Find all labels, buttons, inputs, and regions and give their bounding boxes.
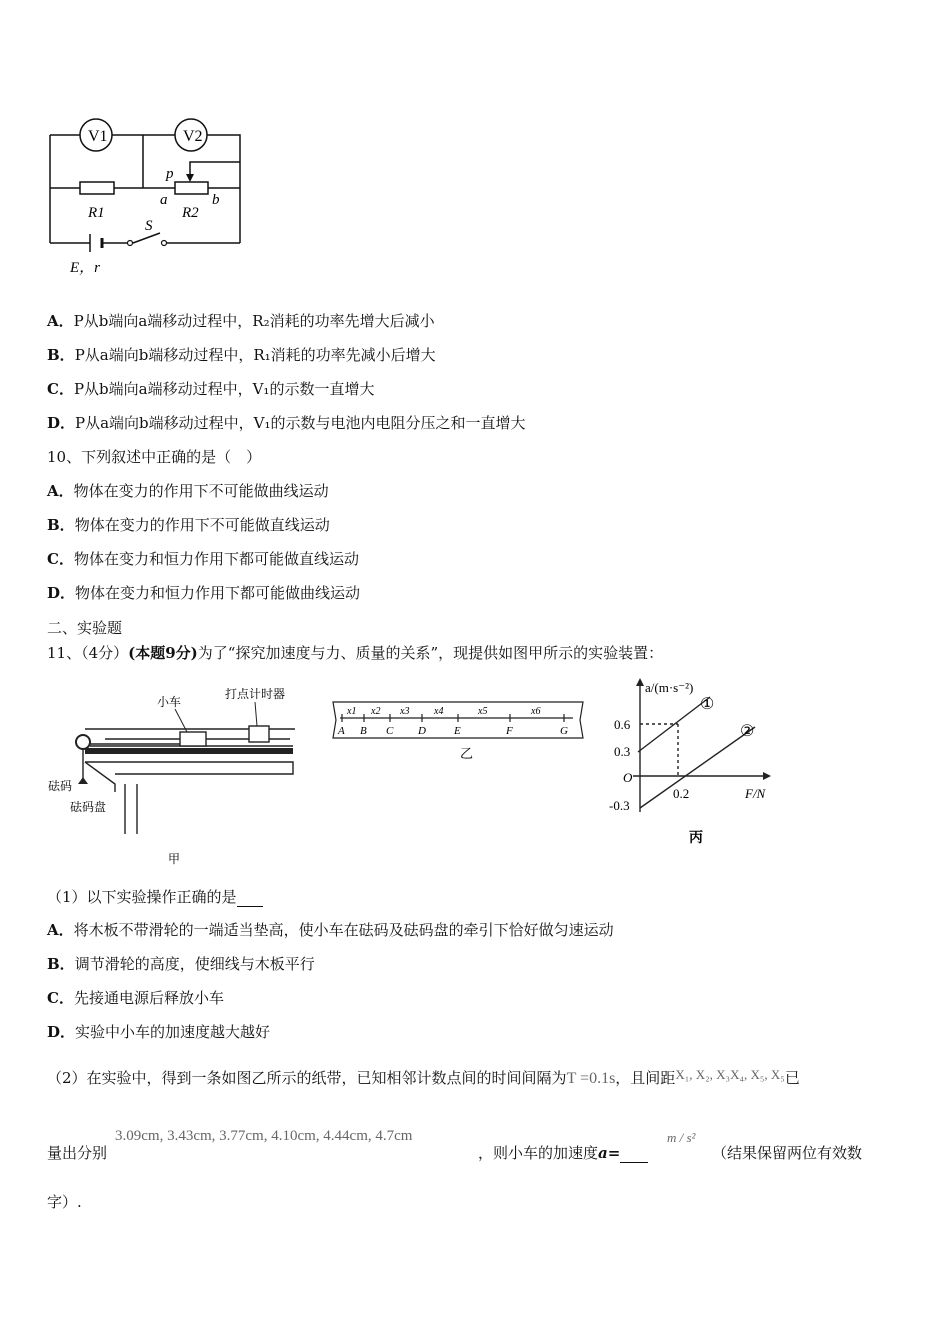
q11-part2-note: （结果保留两位有效数 [712, 1144, 863, 1162]
tape-segment-label: x1 [347, 706, 357, 717]
line-2 [640, 727, 755, 808]
q11-stem: 11、（4分）(本题9分)为了“探究加速度与力、质量的关系”，现提供如图甲所示的实验装置： [47, 644, 664, 662]
q11-option-b: B．调节滑轮的高度，使细线与木板平行 [47, 955, 315, 973]
tape-point-label: G [560, 725, 568, 737]
q10-option-b: B．物体在变力的作用下不可能做直线运动 [47, 516, 330, 534]
q9-option-a: A．P从b端向a端移动过程中，R₂消耗的功率先增大后减小 [47, 312, 435, 330]
cart-icon [180, 732, 206, 746]
weights-label: 砝码 [48, 779, 73, 793]
q10-option-c: C．物体在变力和恒力作用下都可能做直线运动 [47, 550, 359, 568]
pan-label: 砝码盘 [70, 800, 107, 814]
voltmeter-v1 [80, 119, 112, 151]
battery-label: E，r [70, 260, 101, 276]
a-label: a [160, 192, 168, 208]
line-1-label: ① [700, 696, 715, 713]
q11-option-d: D．实验中小车的加速度越大越好 [47, 1023, 271, 1041]
section-title: 二、实验题 [47, 619, 123, 637]
q11-option-c: C．先接通电源后释放小车 [47, 989, 224, 1007]
figure-yi-caption: 乙 [460, 746, 474, 761]
timer-label: 打点计时器 [225, 687, 286, 701]
r2-label: R2 [182, 205, 199, 221]
line-2-label: ② [740, 723, 755, 740]
r1-label: R1 [88, 205, 105, 221]
tape-segment-label: x4 [434, 706, 444, 717]
rheostat-r2 [175, 182, 208, 194]
period-formula: T =0.1s [566, 1070, 616, 1087]
tape-segment-label: x2 [371, 706, 381, 717]
timer-icon [249, 726, 269, 742]
y-tick-06: 0.6 [614, 717, 631, 732]
tape-point-label: E [454, 725, 461, 737]
origin-label: O [623, 770, 633, 785]
q11-part2-line1: （2）在实验中，得到一条如图乙所示的纸带，已知相邻计数点间的时间间隔为T =0.1s，且间距X₁, X₂, X₃X₄, X₅, X₅已 [47, 1067, 800, 1087]
figure-apparatus [45, 684, 305, 869]
figure-tape [328, 700, 588, 765]
pulley-icon [76, 735, 90, 749]
s-label: S [145, 218, 153, 234]
switch-icon [128, 241, 133, 246]
v2-label: V2 [183, 128, 203, 145]
measured-values: 3.09cm, 3.43cm, 3.77cm, 4.10cm, 4.44cm, 4.7cm [115, 1128, 413, 1144]
x-symbols: X₁, X₂, X₃X₄, X₅, X₅ [675, 1067, 785, 1082]
answer-blank[interactable] [237, 890, 263, 907]
acceleration-blank[interactable] [620, 1146, 648, 1163]
y-tick-03: 0.3 [614, 744, 631, 759]
tape-point-label: A [338, 725, 345, 737]
q11-part2-line3: 字）. [47, 1193, 82, 1211]
v1-label: V1 [88, 128, 108, 145]
q11-part2-accel: ，则小车的加速度a= [478, 1143, 648, 1163]
y-arrow-icon [636, 678, 644, 686]
cart-label: 小车 [157, 695, 182, 709]
y-tick-neg03: -0.3 [609, 798, 630, 813]
figure-graph [605, 672, 790, 852]
q10-option-a: A．物体在变力的作用下不可能做曲线运动 [47, 482, 329, 500]
track [85, 748, 293, 754]
tape-segment-label: x6 [531, 706, 541, 717]
x-tick-02: 0.2 [673, 786, 690, 801]
tape-segment-label: x5 [478, 706, 488, 717]
figure-jia-caption: 甲 [168, 852, 181, 866]
tape-point-label: F [506, 725, 513, 737]
q10-option-d: D．物体在变力和恒力作用下都可能做曲线运动 [47, 584, 361, 602]
figure-bing-caption: 丙 [689, 831, 703, 846]
x-label: F/N [745, 786, 766, 801]
q9-option-b: B．P从a端向b端移动过程中，R₁消耗的功率先减小后增大 [47, 346, 436, 364]
weight-pan-icon [78, 777, 88, 784]
b-label: b [212, 192, 220, 208]
voltmeter-v2 [175, 119, 207, 151]
q9-option-d: D．P从a端向b端移动过程中，V₁的示数与电池内电阻分压之和一直增大 [47, 414, 526, 432]
q10-stem: 10、下列叙述中正确的是（ ） [47, 448, 262, 466]
x-arrow-icon [763, 772, 771, 780]
resistor-r1 [80, 182, 114, 194]
unit-label: m / s² [667, 1130, 696, 1145]
circuit-diagram [40, 110, 250, 280]
slider-arrow-icon [186, 174, 194, 182]
q11-option-a: A．将木板不带滑轮的一端适当垫高，使小车在砝码及砝码盘的牵引下恰好做匀速运动 [47, 921, 614, 939]
tape-point-label: C [386, 725, 394, 737]
q11-part2-line2: 量出分别 [47, 1144, 108, 1162]
tape-point-label: D [418, 725, 426, 737]
p-label: p [166, 166, 174, 182]
tape-segment-label: x3 [400, 706, 410, 717]
q9-option-c: C．P从b端向a端移动过程中，V₁的示数一直增大 [47, 380, 375, 398]
tape-point-label: B [360, 725, 367, 737]
q11-part1-stem: （1）以下实验操作正确的是 [47, 887, 263, 907]
y-label: a/(m·s⁻²) [645, 680, 694, 695]
